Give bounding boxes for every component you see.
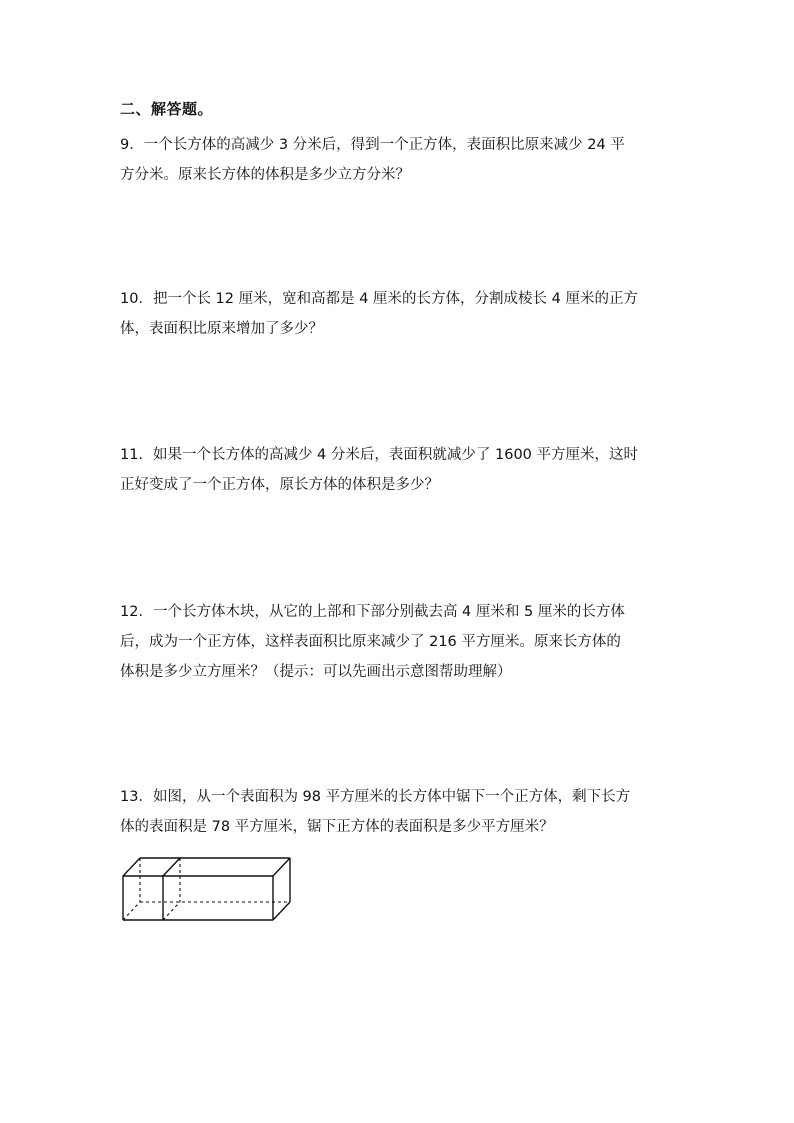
question-9-line-1: 9．一个长方体的高减少 3 分米后，得到一个正方体，表面积比原来减少 24 平 xyxy=(120,137,625,153)
cut-top-slant xyxy=(163,858,180,876)
question-9-line-2: 方分米。原来长方体的体积是多少立方分米？ xyxy=(120,167,410,183)
question-12-line-1: 12．一个长方体木块，从它的上部和下部分别截去高 4 厘米和 5 厘米的长方体 xyxy=(120,604,625,620)
top-right-slant xyxy=(273,858,290,876)
hidden-cut-bottom-slant xyxy=(163,902,180,920)
hidden-bottom-left-slant xyxy=(123,902,140,920)
cuboid-figure xyxy=(118,852,298,930)
question-9 xyxy=(120,130,680,190)
question-10-line-2: 体，表面积比原来增加了多少？ xyxy=(120,321,323,337)
question-11-line-1: 11．如果一个长方体的高减少 4 分米后，表面积就减少了 1600 平方厘米，这时 xyxy=(120,447,639,463)
bottom-right-slant xyxy=(273,902,290,920)
question-10-line-1: 10．把一个长 12 厘米，宽和高都是 4 厘米的长方体，分割成棱长 4 厘米的正方 xyxy=(120,291,639,307)
question-13-line-1: 13．如图，从一个表面积为 98 平方厘米的长方体中锯下一个正方体，剩下长方 xyxy=(120,789,631,805)
question-13-line-2: 体的表面积是 78 平方厘米，锯下正方体的表面积是多少平方厘米？ xyxy=(120,819,554,835)
question-10 xyxy=(120,284,680,344)
question-12-line-3: 体积是多少立方厘米？（提示：可以先画出示意图帮助理解） xyxy=(120,664,512,680)
question-13 xyxy=(120,782,680,842)
question-11 xyxy=(120,440,680,500)
top-left-slant xyxy=(123,858,140,876)
question-11-line-2: 正好变成了一个正方体，原长方体的体积是多少？ xyxy=(120,477,439,493)
question-12 xyxy=(120,597,680,687)
section-title: 二、解答题。 xyxy=(120,100,214,118)
question-12-line-2: 后，成为一个正方体，这样表面积比原来减少了 216 平方厘米。原来长方体的 xyxy=(120,634,621,650)
